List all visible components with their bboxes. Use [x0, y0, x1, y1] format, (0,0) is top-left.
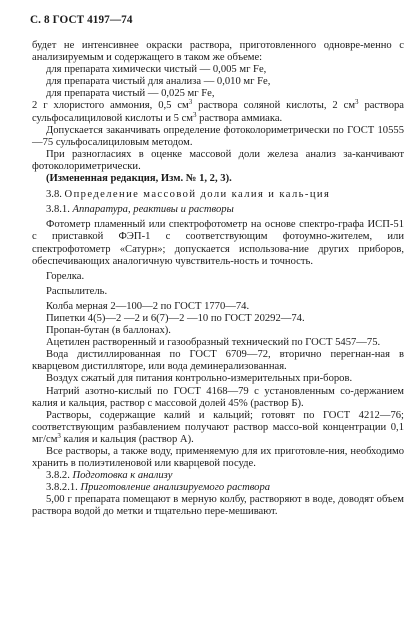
section-3-8-1-heading: [32, 204, 404, 216]
list-item-analytical-grade: для препарата чистый для анализа — 0,010 мг Fe,: [46, 76, 271, 88]
item-acetylene: Ацетилен растворенный и газообразный технический по ГОСТ 5457—75.: [46, 337, 381, 349]
paragraph-disagreement: При разногласиях в оценке массовой доли железа анализ за-канчивают фотоколориметрически.: [32, 148, 404, 172]
reagents-text-1: 2 г хлористого аммония, 0,5 см: [32, 100, 189, 112]
item-flask: Колба мерная 2—100—2 по ГОСТ 1770—74.: [46, 300, 250, 312]
item-solutions: [32, 410, 404, 446]
item-propane-butane: Пропан-бутан (в баллонах).: [46, 325, 171, 337]
reagents-text-2: раствора соляной кислоты, 2 см: [192, 100, 356, 112]
item-compressed-air: Воздух сжатый для питания контрольно-измерительных при-боров.: [46, 373, 353, 385]
item-water: Вода дистиллированная по ГОСТ 6709—72, вторично перегнан-ная в кварцевом дистилляторе, или вода деминерализованная.: [32, 349, 404, 373]
sup-cm3: 3: [355, 98, 359, 107]
sup-cm3: 3: [57, 431, 61, 440]
item-sprayer: Распылитель.: [46, 285, 108, 297]
paragraph-photocolorimetric: Допускается заканчивать определение фотоколориметрически по ГОСТ 10555—75 сульфосалициловым методом.: [32, 124, 404, 148]
paragraph-photometer: Фотометр пламенный или спектрофотометр на основе спектро-графа ИСП-51 с приставкой ФЭП-1 с соответствующим фотоумно-жителем, или спектрофотометр «Сатурн»; допускается использова-ние других приборов, обеспечивающих аналогичную чувствитель-ность и точность.: [32, 219, 404, 267]
item-storage: Все растворы, а также воду, применяемую для их приготовле-ния, необходимо хранить в полиэтиленовой или кварцевой посуде.: [32, 446, 404, 470]
paragraph-intro: будет не интенсивнее окраски раствора, приготовленного одновре-менно с анализируемым и содержащего в таком же объеме:: [32, 40, 404, 64]
section-title: Приготовление анализируемого раствора: [80, 482, 271, 494]
solutions-text-2: калия и кальция (раствор А).: [60, 433, 194, 445]
item-pipettes: Пипетки 4(5)—2 —2 и 6(7)—2 —10 по ГОСТ 20292—74.: [46, 312, 305, 324]
section-number: 3.8.2.1.: [46, 482, 81, 494]
section-number: 3.8.2.: [46, 470, 73, 482]
amendment-note: (Измененная редакция, Изм. № 1, 2, 3).: [46, 173, 232, 185]
section-3-8-2-1-heading: [32, 482, 404, 494]
section-3-8-heading: [32, 189, 404, 201]
sup-cm3: 3: [193, 110, 197, 119]
section-title: Подготовка к анализу: [72, 470, 173, 482]
paragraph-reagents: [32, 100, 404, 124]
solutions-text-1: Растворы, содержащие калий и кальций; готовят по ГОСТ 4212—76; соответствующим разбавлением получают раствор массо-вой концентрации 0,1 мг/см: [32, 409, 404, 445]
paragraph-preparation: 5,00 г препарата помещают в мерную колбу, растворяют в воде, доводят объем раствора водой до метки и тщательно пере-мешивают.: [32, 494, 404, 518]
section-3-8-2-heading: [32, 470, 404, 482]
sup-cm3: 3: [188, 98, 193, 107]
item-burner: Горелка.: [46, 270, 85, 282]
document-page: [18, 14, 404, 519]
page-header: С. 8 ГОСТ 4197—74: [30, 14, 133, 26]
section-number: 3.8.1.: [46, 204, 73, 216]
item-sodium-nitrate: Натрий азотно-кислый по ГОСТ 4168—79 с установленным со-держанием калия и кальция, раствор с массовой долей 45% (раствор Б).: [32, 385, 404, 409]
list-item-chemically-pure: для препарата химически чистый — 0,005 мг Fe,: [46, 64, 267, 76]
reagents-text-3: раствора сульфосалициловой кислоты и 5 см: [32, 100, 404, 124]
reagents-text-4: раствора аммиака.: [196, 112, 283, 124]
document-body: [32, 40, 404, 519]
list-item-pure: для препарата чистый — 0,025 мг Fe,: [46, 88, 215, 100]
section-number: 3.8.: [46, 189, 65, 201]
section-title: Определение массовой доли калия и каль-ция: [64, 189, 331, 201]
section-title: Аппаратура, реактивы и растворы: [72, 204, 234, 216]
